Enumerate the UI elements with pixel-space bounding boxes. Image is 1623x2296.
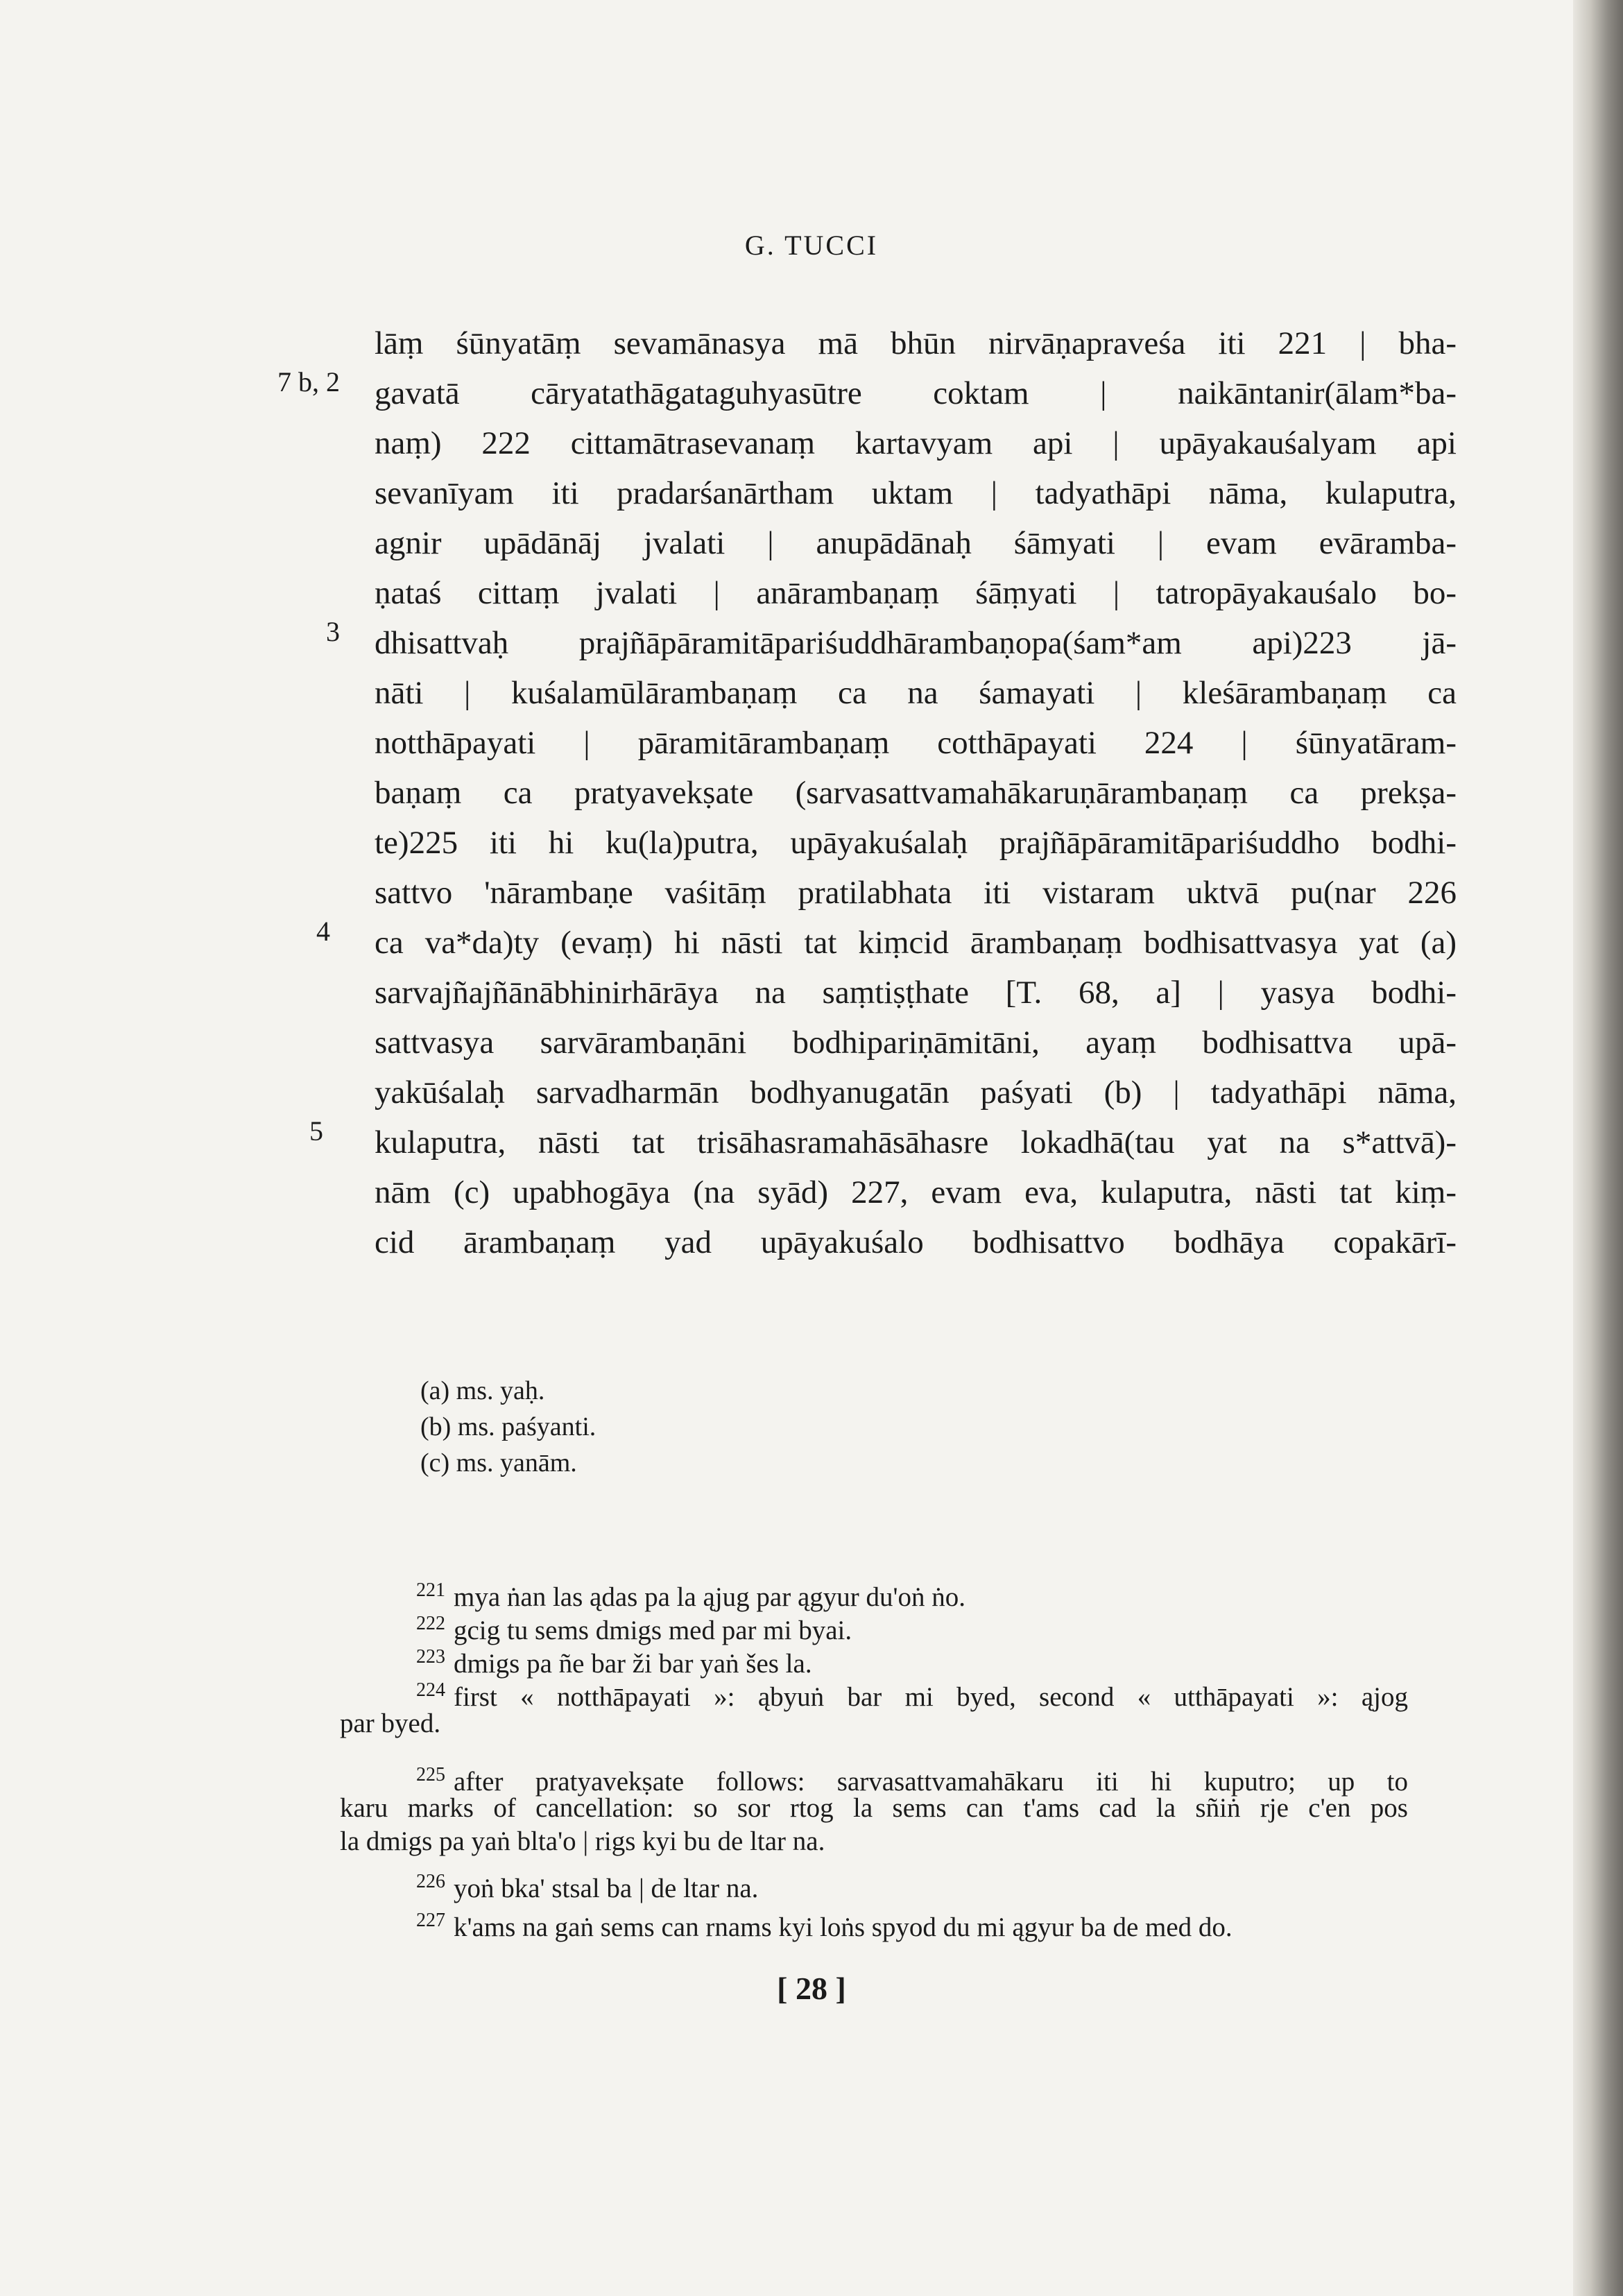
footnote-227: $^{227}$ k'ams na gaṅ sems can rnams kyi loṅs spyod du mi ągyur ba de med do. bbox=[416, 1910, 1233, 1942]
text-line: dhisattvaḥ prajñāpāramitāpariśuddhārambaṇopa(śam*am api)223 jā- bbox=[375, 625, 1457, 661]
text-line: sevanīyam iti pradarśanārtham uktam | tadyathāpi nāma, kulaputra, bbox=[375, 475, 1457, 511]
apparatus-note: (c) ms. yanām. bbox=[420, 1448, 577, 1477]
text-line: baṇaṃ ca pratyavekṣate (sarvasattvamahākaruṇārambaṇaṃ ca prekṣa- bbox=[375, 775, 1457, 811]
page-number: [ 28 ] bbox=[777, 1971, 846, 2006]
text-line: nām (c) upabhogāya (na syād) 227, evam eva, kulaputra, nāsti tat kiṃ- bbox=[375, 1174, 1457, 1210]
margin-line-number: 4 bbox=[316, 916, 330, 947]
footnote-225-continued: la dmigs pa yaṅ blta'o | rigs kyi bu de ltar na. bbox=[340, 1826, 825, 1856]
text-line: lāṃ śūnyatāṃ sevamānasya mā bhūn nirvāṇapraveśa iti 221 | bha- bbox=[375, 325, 1457, 361]
text-line: te)225 iti hi ku(la)putra, upāyakuśalaḥ prajñāpāramitāpariśuddho bodhi- bbox=[375, 825, 1457, 861]
running-head: G. TUCCI bbox=[744, 230, 879, 261]
book-spine-shadow bbox=[1573, 0, 1623, 2296]
text-line: ca va*da)ty (evaṃ) hi nāsti tat kiṃcid ārambaṇaṃ bodhisattvasya yat (a) bbox=[375, 925, 1457, 961]
apparatus-note: (b) ms. paśyanti. bbox=[420, 1412, 596, 1441]
footnote-221: $^{221}$ mya ṅan las ądas pa la ąjug par ągyur du'oṅ ṅo. bbox=[416, 1579, 966, 1612]
text-line: kulaputra, nāsti tat trisāhasramahāsāhasre lokadhā(tau yat na s*attvā)- bbox=[375, 1124, 1457, 1160]
footnote-225-continued: karu marks of cancellation: so sor rtog la sems can t'ams cad la sñiṅ rje c'en pos bbox=[340, 1793, 1408, 1823]
footnote-226: $^{226}$ yoṅ bka' stsal ba | de ltar na. bbox=[416, 1871, 759, 1903]
text-line: sattvo 'nārambaṇe vaśitāṃ pratilabhata iti vistaram uktvā pu(nar 226 bbox=[375, 875, 1457, 911]
footnote-225: $^{225}$ after pratyavekṣate follows: sarvasattvamahākaru iti hi kuputro; up to bbox=[416, 1764, 1408, 1797]
footnote-224-continued: par byed. bbox=[340, 1708, 441, 1738]
text-line: sattvasya sarvārambaṇāni bodhipariṇāmitāni, ayaṃ bodhisattva upā- bbox=[375, 1025, 1457, 1061]
text-line: gavatā cāryatathāgataguhyasūtre coktam | naikāntanir(ālam*ba- bbox=[375, 375, 1457, 411]
footnote-224: $^{224}$ first « notthāpayati »: ąbyuṅ bar mi byed, second « utthāpayati »: ąjog bbox=[416, 1679, 1408, 1712]
text-line: sarvajñajñānābhinirhārāya na saṃtiṣṭhate [T. 68, a] | yasya bodhi- bbox=[375, 975, 1457, 1011]
text-line: yakūśalaḥ sarvadharmān bodhyanugatān paśyati (b) | tadyathāpi nāma, bbox=[375, 1074, 1457, 1111]
text-line: notthāpayati | pāramitārambaṇaṃ cotthāpayati 224 | śūnyatāram- bbox=[375, 725, 1457, 761]
footnote-222: $^{222}$ gcig tu sems dmigs med par mi byai. bbox=[416, 1613, 852, 1645]
text-line: ṇataś cittaṃ jvalati | anārambaṇaṃ śāṃyati | tatropāyakauśalo bo- bbox=[375, 575, 1457, 611]
apparatus-note: (a) ms. yaḥ. bbox=[420, 1376, 545, 1405]
footnote-223: $^{223}$ dmigs pa ñe bar ži bar yaṅ šes la. bbox=[416, 1646, 812, 1679]
text-line: naṃ) 222 cittamātrasevanaṃ kartavyam api | upāyakauśalyam api bbox=[375, 425, 1457, 461]
margin-folio-number: 7 b, 2 bbox=[277, 366, 340, 397]
text-line: cid ārambaṇaṃ yad upāyakuśalo bodhisattvo bodhāya copakārī- bbox=[375, 1224, 1457, 1260]
text-line: agnir upādānāj jvalati | anupādānaḥ śāmyati | evam evāramba- bbox=[375, 525, 1457, 561]
text-line: nāti | kuśalamūlārambaṇaṃ ca na śamayati | kleśārambaṇaṃ ca bbox=[375, 675, 1457, 711]
margin-line-number: 3 bbox=[326, 616, 340, 647]
margin-line-number: 5 bbox=[309, 1115, 323, 1147]
